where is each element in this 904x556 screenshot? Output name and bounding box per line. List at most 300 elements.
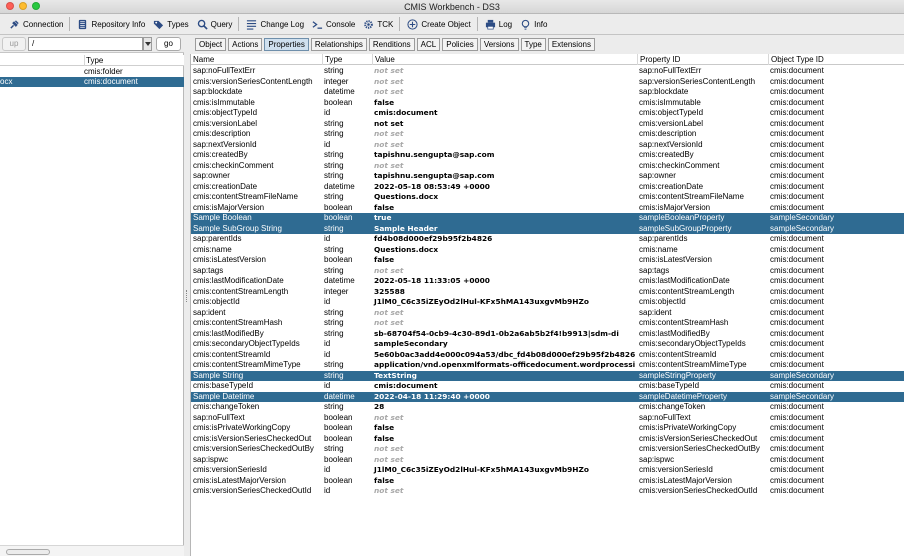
property-id-cell: sampleStringProperty (639, 370, 716, 380)
property-row[interactable] (191, 98, 904, 109)
property-row[interactable] (191, 77, 904, 88)
property-value-cell: fd4b08d000ef29b95f2b4826 (374, 234, 493, 243)
object-type-id-cell: cmis:document (770, 160, 824, 170)
property-id-cell: sampleSubGroupProperty (639, 223, 732, 233)
property-id-cell: sap:noFullTextErr (639, 66, 702, 75)
object-type-id-cell: cmis:document (770, 276, 824, 285)
repository-info-button[interactable]: Repository Info (74, 16, 148, 33)
property-type-cell: boolean (324, 255, 353, 264)
connection-button[interactable]: Connection (6, 16, 66, 33)
property-name-cell: cmis:isLatestVersion (193, 255, 266, 264)
object-type-id-column-header[interactable]: Object Type ID (768, 54, 824, 65)
property-value-cell: not set (374, 444, 404, 453)
property-id-cell: sap:blockdate (639, 87, 689, 96)
tags-icon (153, 19, 164, 30)
property-row[interactable] (191, 476, 904, 487)
property-name-cell: cmis:contentStreamMimeType (193, 360, 301, 369)
details-tab-bar (190, 35, 904, 53)
property-name-cell: cmis:lastModifiedBy (193, 328, 264, 338)
object-type-id-cell: cmis:document (770, 255, 824, 264)
property-row[interactable] (191, 119, 904, 130)
property-id-cell: sap:versionSeriesContentLength (639, 76, 756, 86)
document-row[interactable]: ocx cmis:document (0, 77, 184, 87)
property-row[interactable] (191, 66, 904, 77)
name-column-header[interactable]: Name (193, 55, 215, 64)
property-row[interactable] (191, 245, 904, 256)
property-name-cell: cmis:isPrivateWorkingCopy (193, 423, 291, 432)
property-row[interactable] (191, 329, 904, 340)
console-button[interactable]: Console (309, 16, 358, 33)
property-value-cell: 5e60b0ac3add4e000c094a53/dbc_fd4b08d000ef29b95f2b4826 (374, 349, 636, 359)
property-row[interactable] (191, 161, 904, 172)
property-row[interactable] (191, 192, 904, 203)
property-row[interactable] (191, 171, 904, 182)
object-type-id-cell: cmis:document (770, 129, 824, 138)
property-value-cell: Questions.docx (374, 192, 439, 201)
property-type-cell: boolean (324, 412, 353, 422)
database-icon (77, 19, 88, 30)
property-name-cell: cmis:description (193, 129, 251, 138)
property-row[interactable] (191, 150, 904, 161)
property-name-cell: cmis:checkinComment (193, 160, 274, 170)
property-id-column-header[interactable]: Property ID (637, 54, 680, 65)
object-type-id-cell: cmis:document (770, 412, 824, 422)
property-row[interactable] (191, 108, 904, 119)
property-value-cell: 325588 (374, 286, 405, 296)
property-id-cell: cmis:isMajorVersion (639, 202, 711, 212)
property-type-cell: datetime (324, 276, 355, 285)
property-row[interactable] (191, 402, 904, 413)
up-button[interactable]: up (2, 37, 26, 51)
property-row[interactable] (191, 129, 904, 140)
property-name-cell: cmis:createdBy (193, 150, 248, 159)
tab-type[interactable]: Type (521, 38, 546, 51)
property-type-cell: id (324, 465, 331, 474)
object-type-id-cell: cmis:document (770, 475, 824, 485)
property-type-cell: integer (324, 286, 349, 296)
property-value-cell: 2022-05-18 08:53:49 +0000 (374, 181, 490, 191)
property-row[interactable] (191, 434, 904, 445)
object-type-id-cell: cmis:document (770, 244, 824, 254)
property-value-cell: J1lM0_C6c35iZEyOd2lHul-KFx5hMA143uxgvMb9HZo (374, 465, 589, 474)
object-type-id-cell: cmis:document (770, 150, 824, 159)
property-name-cell: cmis:versionSeriesContentLength (193, 76, 313, 86)
property-value-cell: false (374, 97, 395, 107)
property-row[interactable] (191, 297, 904, 308)
property-row[interactable] (191, 392, 904, 403)
property-value-cell: not set (374, 318, 404, 327)
window-title: CMIS Workbench - DS3 (404, 2, 500, 12)
property-type-cell: string (324, 307, 344, 317)
property-value-cell: true (374, 213, 392, 222)
minimize-window-button[interactable] (19, 2, 27, 10)
property-id-cell: cmis:contentStreamLength (639, 286, 735, 296)
property-type-cell: string (324, 223, 344, 233)
property-name-cell: sap:noFullText (193, 412, 245, 422)
property-value-cell: tapishnu.sengupta@sap.com (374, 150, 495, 159)
property-id-cell: cmis:name (639, 244, 678, 254)
property-row[interactable] (191, 350, 904, 361)
property-type-cell: string (324, 360, 344, 369)
property-value-cell: not set (374, 486, 404, 495)
property-value-cell: not set (374, 139, 404, 149)
object-type-id-cell: cmis:document (770, 433, 824, 443)
close-window-button[interactable] (6, 2, 14, 10)
property-id-cell: cmis:checkinComment (639, 160, 720, 170)
property-type-cell: string (324, 171, 344, 180)
property-value-cell: not set (374, 412, 404, 422)
object-type-id-cell: cmis:document (770, 181, 824, 191)
property-name-cell: cmis:versionSeriesId (193, 465, 267, 474)
object-type-id-cell: cmis:document (770, 265, 824, 275)
property-id-cell: cmis:changeToken (639, 402, 706, 411)
property-id-cell: cmis:creationDate (639, 181, 704, 191)
tab-versions[interactable]: Versions (480, 38, 519, 51)
property-type-cell: string (324, 265, 344, 275)
object-type-id-cell: cmis:document (770, 444, 824, 453)
printer-icon (485, 19, 496, 30)
terminal-icon (312, 19, 323, 30)
property-row[interactable] (191, 486, 904, 497)
property-id-cell: cmis:objectId (639, 297, 686, 306)
magnifier-icon (197, 19, 208, 30)
property-id-cell: cmis:versionLabel (639, 118, 704, 128)
property-row[interactable] (191, 255, 904, 266)
object-type-id-cell: cmis:document (770, 97, 824, 107)
property-id-cell: cmis:isImmutable (639, 97, 701, 107)
property-type-cell: string (324, 402, 344, 411)
property-id-cell: cmis:createdBy (639, 150, 694, 159)
property-type-cell: string (324, 150, 344, 159)
property-value-cell: not set (374, 160, 404, 170)
object-type-id-cell: cmis:document (770, 202, 824, 212)
property-value-cell: false (374, 475, 395, 485)
property-type-cell: string (324, 318, 344, 327)
property-value-cell: not set (374, 307, 404, 317)
object-type-id-cell: cmis:document (770, 465, 824, 474)
object-type-id-cell: cmis:document (770, 402, 824, 411)
property-row[interactable] (191, 87, 904, 98)
property-name-cell: cmis:versionSeriesCheckedOutId (193, 486, 312, 495)
property-type-cell: boolean (324, 433, 353, 443)
property-value-cell: application/vnd.openxmlformats-officedocument.wordprocessi (374, 360, 636, 369)
property-value-cell: Questions.docx (374, 244, 439, 254)
property-id-cell: sap:nextVersionId (639, 139, 703, 149)
tab-acl[interactable]: ACL (417, 38, 441, 51)
property-row[interactable] (191, 308, 904, 319)
property-id-cell: sap:ident (639, 307, 672, 317)
property-row[interactable] (191, 413, 904, 424)
object-type-id-cell: sampleSecondary (770, 370, 835, 380)
property-row[interactable] (191, 371, 904, 382)
property-type-cell: string (324, 160, 344, 170)
object-type-id-cell: cmis:document (770, 381, 824, 390)
property-id-cell: cmis:isVersionSeriesCheckedOut (639, 433, 758, 443)
property-name-cell: Sample SubGroup String (193, 223, 282, 233)
query-button[interactable]: Query (194, 16, 236, 33)
property-id-cell: cmis:description (639, 129, 697, 138)
property-id-cell: cmis:versionSeriesId (639, 465, 713, 474)
property-row[interactable] (191, 287, 904, 298)
tab-relationships[interactable]: Relationships (311, 38, 367, 51)
path-input[interactable]: / (28, 37, 143, 51)
object-type-id-cell: cmis:document (770, 339, 824, 348)
main-toolbar (0, 14, 904, 35)
property-id-cell: cmis:isLatestMajorVersion (639, 475, 732, 485)
property-name-cell: cmis:versionLabel (193, 118, 258, 128)
object-type-id-cell: cmis:document (770, 360, 824, 369)
object-type-id-cell: cmis:document (770, 66, 824, 75)
property-value-cell: 2022-04-18 11:29:40 +0000 (374, 391, 490, 401)
property-row[interactable] (191, 276, 904, 287)
property-value-cell: cmis:document (374, 381, 438, 390)
chevron-down-icon (145, 42, 151, 47)
property-name-cell: cmis:contentStreamHash (193, 318, 283, 327)
property-type-cell: boolean (324, 454, 353, 464)
property-type-cell: boolean (324, 475, 353, 485)
plug-icon (9, 19, 20, 30)
property-id-cell: sap:ispwc (639, 454, 675, 464)
property-value-cell: false (374, 423, 395, 432)
property-value-cell: false (374, 433, 395, 443)
property-name-cell: sap:tags (193, 265, 224, 275)
property-row[interactable] (191, 213, 904, 224)
lightbulb-icon (520, 19, 531, 30)
object-type-id-cell: cmis:document (770, 307, 824, 317)
property-id-cell: sap:noFullText (639, 412, 691, 422)
value-column-header[interactable]: Value (372, 54, 395, 65)
property-name-cell: cmis:contentStreamId (193, 349, 271, 359)
object-type-id-cell: cmis:document (770, 76, 824, 86)
path-dropdown-button[interactable] (143, 37, 152, 51)
object-type-id-cell: sampleSecondary (770, 391, 835, 401)
property-name-cell: sap:ispwc (193, 454, 229, 464)
property-type-cell: id (324, 381, 331, 390)
tck-button[interactable]: TCK (360, 16, 396, 33)
object-type-id-cell: cmis:document (770, 171, 824, 180)
properties-table-header (191, 54, 904, 65)
property-name-cell: cmis:lastModificationDate (193, 276, 284, 285)
property-name-cell: Sample Boolean (193, 213, 252, 222)
property-id-cell: sap:tags (639, 265, 670, 275)
property-name-cell: cmis:secondaryObjectTypeIds (193, 339, 300, 348)
object-type-id-cell: cmis:document (770, 454, 824, 464)
property-id-cell: cmis:isLatestVersion (639, 255, 712, 264)
tab-extensions[interactable]: Extensions (548, 38, 595, 51)
property-type-cell: string (324, 444, 344, 453)
property-value-cell: tapishnu.sengupta@sap.com (374, 171, 495, 180)
property-type-cell: boolean (324, 202, 353, 212)
tab-object[interactable]: Object (195, 38, 226, 51)
property-name-cell: cmis:creationDate (193, 181, 258, 191)
property-name-cell: Sample Datetime (193, 391, 255, 401)
property-type-cell: datetime (324, 391, 355, 401)
change-log-button[interactable]: Change Log (243, 16, 307, 33)
properties-table (190, 54, 904, 556)
log-button[interactable]: Log (482, 16, 515, 33)
tab-properties[interactable]: Properties (264, 38, 308, 51)
property-value-cell: TextString (374, 370, 417, 380)
path-navigation-bar (0, 35, 184, 53)
object-type-id-cell: cmis:document (770, 328, 824, 338)
property-id-cell: cmis:secondaryObjectTypeIds (639, 339, 746, 348)
property-row[interactable] (191, 224, 904, 235)
property-id-cell: cmis:baseTypeId (639, 381, 700, 390)
property-name-cell: sap:owner (193, 171, 230, 180)
property-value-cell: 2022-05-18 11:33:05 +0000 (374, 276, 490, 285)
property-name-cell: Sample String (193, 370, 244, 380)
tab-actions[interactable]: Actions (228, 38, 262, 51)
property-row[interactable] (191, 360, 904, 371)
property-value-cell: Sample Header (374, 223, 438, 233)
property-value-cell: not set (374, 118, 404, 128)
property-id-cell: cmis:versionSeriesCheckedOutId (639, 486, 758, 495)
property-type-cell: string (324, 192, 344, 201)
property-value-cell: not set (374, 76, 404, 86)
tab-policies[interactable]: Policies (442, 38, 478, 51)
property-type-cell: string (324, 118, 344, 128)
property-type-cell: id (324, 349, 331, 359)
property-name-cell: cmis:isMajorVersion (193, 202, 265, 212)
create-object-button[interactable]: Create Object (404, 16, 473, 33)
object-type-id-cell: cmis:document (770, 87, 824, 96)
property-type-cell: string (324, 66, 344, 75)
property-value-cell: false (374, 255, 395, 264)
property-row[interactable] (191, 234, 904, 245)
property-type-cell: id (324, 297, 331, 306)
property-id-cell: cmis:contentStreamFileName (639, 192, 744, 201)
property-name-cell: sap:nextVersionId (193, 139, 257, 149)
property-id-cell: cmis:contentStreamId (639, 349, 717, 359)
object-type-id-cell: cmis:document (770, 318, 824, 327)
property-type-cell: string (324, 129, 344, 138)
gear-icon (363, 19, 374, 30)
object-type-id-cell: cmis:document (770, 139, 824, 149)
property-id-cell: sampleBooleanProperty (639, 213, 725, 222)
property-name-cell: cmis:name (193, 244, 232, 254)
property-value-cell: not set (374, 129, 404, 138)
property-value-cell: not set (374, 454, 404, 464)
property-value-cell: J1lM0_C6c35iZEyOd2lHul-KFx5hMA143uxgvMb9HZo (374, 297, 589, 306)
zoom-window-button[interactable] (32, 2, 40, 10)
object-type-id-cell: cmis:document (770, 349, 824, 359)
property-value-cell: not set (374, 87, 404, 96)
object-type-id-cell: cmis:document (770, 486, 824, 495)
property-type-cell: id (324, 486, 331, 495)
object-type-id-cell: cmis:document (770, 192, 824, 201)
property-value-cell: sampleSecondary (374, 339, 448, 348)
property-value-cell: not set (374, 66, 404, 75)
object-type-id-cell: cmis:document (770, 234, 824, 243)
property-type-cell: string (324, 244, 344, 254)
property-name-cell: cmis:isVersionSeriesCheckedOut (193, 433, 312, 443)
property-row[interactable] (191, 455, 904, 466)
object-type-id-cell: cmis:document (770, 108, 824, 117)
object-type-id-cell: cmis:document (770, 297, 824, 306)
property-type-cell: id (324, 234, 331, 243)
property-type-cell: string (324, 328, 344, 338)
property-value-cell: sb-68704f54-0cb9-4c30-89d1-0b2a6ab5b2f4!b9913|sdm-di (374, 328, 619, 338)
property-id-cell: cmis:contentStreamMimeType (639, 360, 747, 369)
property-id-cell: sampleDatetimeProperty (639, 391, 728, 401)
property-name-cell: cmis:baseTypeId (193, 381, 254, 390)
property-row[interactable] (191, 203, 904, 214)
property-row[interactable] (191, 465, 904, 476)
property-type-cell: id (324, 339, 331, 348)
property-id-cell: sap:owner (639, 171, 676, 180)
property-type-cell: id (324, 139, 331, 149)
split-pane-divider[interactable] (185, 35, 189, 556)
property-name-cell: sap:parentIds (193, 234, 242, 243)
property-row[interactable] (191, 182, 904, 193)
property-type-cell: boolean (324, 97, 353, 107)
property-type-cell: datetime (324, 87, 355, 96)
folder-row[interactable]: cmis:folder (84, 67, 123, 76)
property-name-cell: cmis:objectId (193, 297, 240, 306)
property-name-cell: sap:ident (193, 307, 226, 317)
window-titlebar (0, 0, 904, 14)
scrollbar-thumb[interactable] (6, 549, 50, 555)
property-name-cell: cmis:versionSeriesCheckedOutBy (193, 444, 314, 453)
property-type-cell: integer (324, 76, 349, 86)
property-type-cell: id (324, 108, 331, 117)
property-id-cell: cmis:lastModificationDate (639, 276, 730, 285)
folder-browser-pane (0, 35, 184, 556)
property-row[interactable] (191, 266, 904, 277)
object-type-id-cell: cmis:document (770, 118, 824, 128)
property-row[interactable] (191, 381, 904, 392)
object-type-id-cell: cmis:document (770, 286, 824, 296)
property-name-cell: sap:blockdate (193, 87, 243, 96)
object-type-id-cell: sampleSecondary (770, 223, 835, 233)
property-value-cell: cmis:document (374, 108, 438, 117)
list-icon (246, 19, 257, 30)
plus-circle-icon (407, 19, 418, 30)
property-type-cell: string (324, 370, 344, 380)
property-name-cell: cmis:objectTypeId (193, 108, 258, 117)
folder-table-header (0, 55, 184, 66)
type-column-header[interactable]: Type (86, 56, 104, 65)
property-row[interactable] (191, 140, 904, 151)
types-button[interactable]: Types (150, 16, 191, 33)
property-type-cell: boolean (324, 423, 353, 432)
info-button[interactable]: Info (517, 16, 550, 33)
type-column-header[interactable]: Type (322, 54, 342, 65)
property-name-cell: cmis:contentStreamFileName (193, 192, 298, 201)
property-row[interactable] (191, 318, 904, 329)
property-type-cell: datetime (324, 181, 355, 191)
property-id-cell: cmis:lastModifiedBy (639, 328, 710, 338)
property-id-cell: cmis:versionSeriesCheckedOutBy (639, 444, 760, 453)
property-row[interactable] (191, 423, 904, 434)
object-type-id-cell: sampleSecondary (770, 213, 835, 222)
object-type-id-cell: cmis:document (770, 423, 824, 432)
property-row[interactable] (191, 444, 904, 455)
property-name-cell: cmis:changeToken (193, 402, 260, 411)
horizontal-scrollbar[interactable] (0, 545, 184, 556)
go-button[interactable]: go (156, 37, 181, 51)
property-row[interactable] (191, 339, 904, 350)
tab-renditions[interactable]: Renditions (369, 38, 415, 51)
property-type-cell: boolean (324, 213, 353, 222)
property-id-cell: cmis:contentStreamHash (639, 318, 729, 327)
property-name-cell: sap:noFullTextErr (193, 66, 256, 75)
property-id-cell: cmis:objectTypeId (639, 108, 704, 117)
property-name-cell: cmis:isImmutable (193, 97, 255, 107)
property-name-cell: cmis:isLatestMajorVersion (193, 475, 286, 485)
property-name-cell: cmis:contentStreamLength (193, 286, 289, 296)
property-value-cell: 28 (374, 402, 385, 411)
